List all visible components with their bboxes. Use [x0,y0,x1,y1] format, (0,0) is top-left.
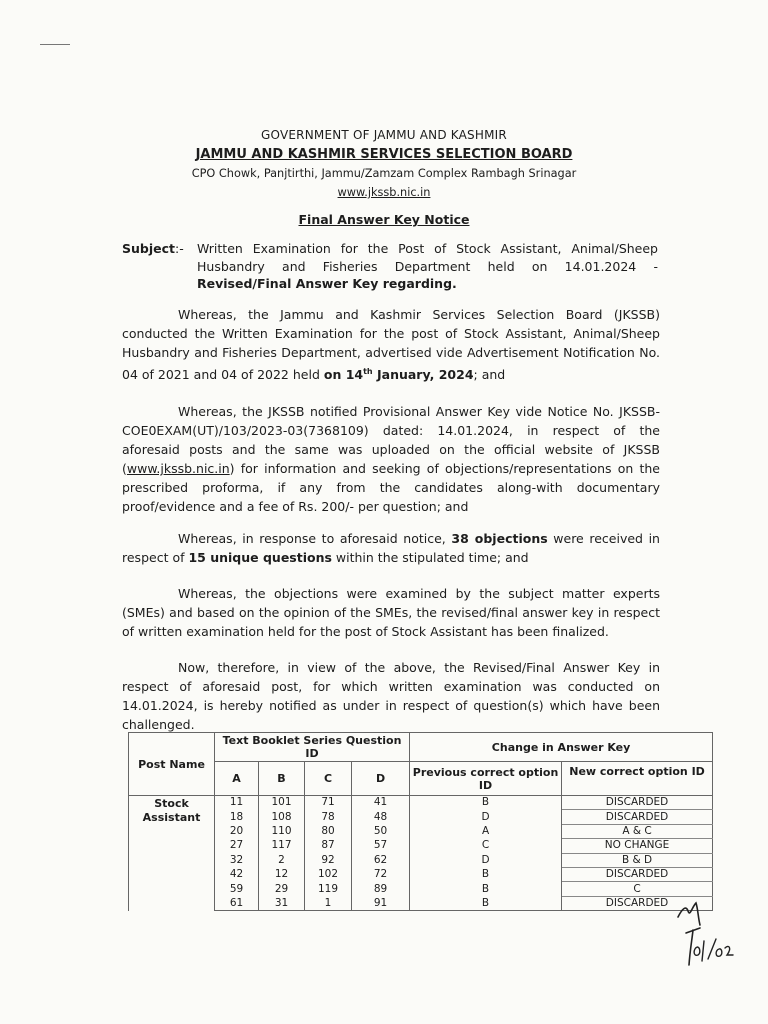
board-name: JAMMU AND KASHMIR SERVICES SELECTION BOARD [195,147,573,162]
paragraph-4 [122,584,660,641]
p1-text: Whereas, the Jammu and Kashmir Services Selection Board (JKSSB) conducted the Written Examination for the post of Stock Assistant, Animal/Sheep Husbandry and Fisheries Department, advertised vide Advertisement Notification No. 04 of 2021 and 04 of 2022 held [122,307,660,383]
cell-d: 89 [352,882,410,896]
p3-text-mid: were received in respect of [122,531,660,565]
subject-separator: :- [175,241,184,256]
cell-d: 48 [352,810,410,824]
cell-new: B & D [562,853,713,867]
cell-d: 41 [352,796,410,810]
cell-previous: B [410,796,562,810]
cell-c: 119 [305,882,352,896]
cell-new: NO CHANGE [562,839,713,853]
paragraph-3 [122,529,660,567]
post-name-cell [129,796,215,911]
p1-date: January, 2024 [372,367,474,383]
cell-previous: B [410,882,562,896]
cell-c: 1 [305,896,352,910]
col-change: Change in Answer Key [410,733,713,762]
cell-d: 62 [352,853,410,867]
p4-text: Whereas, the objections were examined by the subject matter experts (SMEs) and based on the opinion of the SMEs, the revised/final answer key in respect of written examination held for the post of Stock Assistant has been finalized. [122,586,660,639]
p3-text: Whereas, in response to aforesaid notice, [178,531,452,546]
p1-on: on 14 [323,367,364,383]
paragraph-2 [122,402,660,516]
paragraph-5 [122,658,660,734]
cell-previous: B [410,867,562,881]
cell-previous: C [410,839,562,853]
cell-d: 50 [352,824,410,838]
subject-block [122,240,658,293]
p2-text: Whereas, the JKSSB notified Provisional Answer Key vide Notice No. JKSSB-COE0EXAM(UT)/103/2023-03(7368109) dated: 14.01.2024, in respect of the aforesaid posts and the same was uploaded on the official website of JKSSB ( [122,404,660,476]
cell-b: 117 [259,839,305,853]
p3-questions: 15 unique questions [188,550,332,565]
table-row [129,882,713,896]
col-series: Text Booklet Series Question ID [215,733,410,762]
cell-b: 2 [259,853,305,867]
table-row [129,867,713,881]
post-name-line1: Stock [154,797,189,810]
cell-a: 20 [215,824,259,838]
cell-d: 72 [352,867,410,881]
table-row [129,853,713,867]
cell-c: 80 [305,824,352,838]
p3-text-end: within the stipulated time; and [331,550,529,565]
subject-text-bold: Revised/Final Answer Key regarding. [197,276,457,291]
cell-a: 27 [215,839,259,853]
cell-previous: B [410,896,562,910]
p3-objections: 38 objections [451,531,548,546]
col-post-name: Post Name [129,733,215,796]
government-name: GOVERNMENT OF JAMMU AND KASHMIR [261,128,507,142]
cell-c: 102 [305,867,352,881]
p2-website-link[interactable]: www.jkssb.nic.in [126,461,230,476]
p2-text-end: ) for information and seeking of objections/representations on the prescribed proforma, if any from the candidates along-with documentary proof/evidence and a fee of Rs. 200/- per question; and [122,461,660,514]
cell-new: A & C [562,824,713,838]
cell-a: 32 [215,853,259,867]
cell-c: 87 [305,839,352,853]
cell-a: 59 [215,882,259,896]
cell-previous: A [410,824,562,838]
handwritten-signature [660,895,750,985]
cell-c: 71 [305,796,352,810]
table-row [129,796,713,810]
series-c: C [305,762,352,796]
cell-a: 11 [215,796,259,810]
notice-title: Final Answer Key Notice [298,212,470,227]
table-row [129,839,713,853]
col-new-option: New correct option ID [562,762,713,796]
subject-text: Written Examination for the Post of Stock Assistant, Animal/Sheep Husbandry and Fisheries Department held on 14.01.2024 - [197,241,658,274]
cell-a: 61 [215,896,259,910]
cell-new: DISCARDED [562,867,713,881]
series-b: B [259,762,305,796]
cell-previous: D [410,810,562,824]
cell-a: 42 [215,867,259,881]
cell-d: 91 [352,896,410,910]
scan-mark [40,44,70,45]
paragraph-1 [122,305,660,384]
table-row [129,810,713,824]
p1-sup: th [363,367,373,376]
cell-new: DISCARDED [562,810,713,824]
series-d: D [352,762,410,796]
cell-new: C [562,882,713,896]
cell-a: 18 [215,810,259,824]
cell-d: 57 [352,839,410,853]
cell-b: 12 [259,867,305,881]
website-link[interactable]: www.jkssb.nic.in [337,186,431,199]
board-address: CPO Chowk, Panjtirthi, Jammu/Zamzam Complex Rambagh Srinagar [191,167,577,180]
cell-b: 31 [259,896,305,910]
table-row [129,896,713,910]
series-a: A [215,762,259,796]
col-previous-option: Previous correct option ID [410,762,562,796]
p1-end: ; and [473,367,506,383]
answer-key-table [128,732,713,911]
cell-b: 101 [259,796,305,810]
cell-b: 108 [259,810,305,824]
answer-key-body [129,796,713,911]
cell-new: DISCARDED [562,896,713,910]
cell-previous: D [410,853,562,867]
subject-label-text: Subject [122,241,175,256]
cell-new: DISCARDED [562,796,713,810]
cell-c: 92 [305,853,352,867]
table-row [129,824,713,838]
post-name-line2: Assistant [142,811,201,824]
subject-label [122,240,184,258]
cell-c: 78 [305,810,352,824]
letterhead [0,126,768,202]
p5-text: Now, therefore, in view of the above, the Revised/Final Answer Key in respect of aforesaid post, for which written examination was conducted on 14.01.2024, is hereby notified as under in respect of question(s) which have been challenged. [122,660,660,732]
cell-b: 110 [259,824,305,838]
cell-b: 29 [259,882,305,896]
